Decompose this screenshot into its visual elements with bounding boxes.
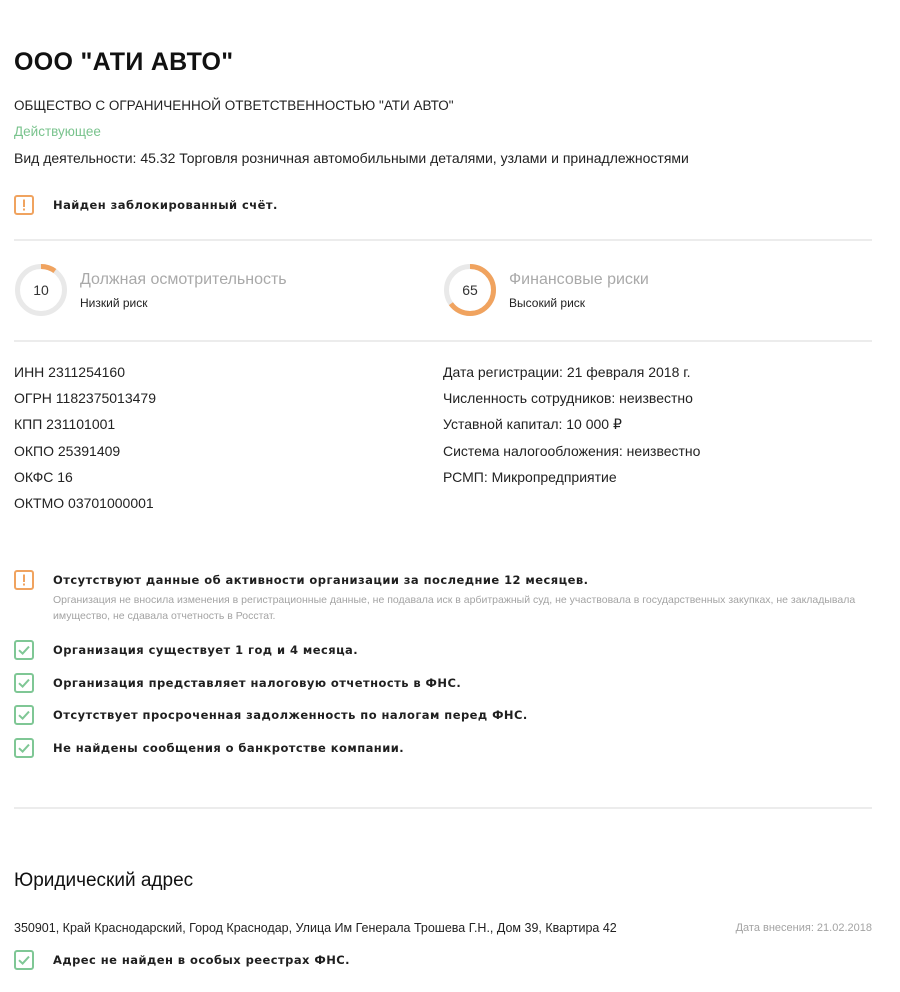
employee-count: Численность сотрудников: неизвестно [443, 390, 693, 407]
requisite-oktmo: ОКТМО 03701000001 [14, 495, 154, 512]
score-level: Низкий риск [80, 296, 148, 310]
requisites-left [14, 359, 156, 516]
check-text: Адрес не найден в особых реестрах ФНС. [53, 953, 351, 967]
checkmark-icon [14, 673, 34, 693]
check-subtext: Организация не вносила изменения в регистрационные данные, не подавала иск в арбитражный суд, не участвовала в государственных закупках, не закладывала имущество, не сдавала отчетность в Росстат. [53, 594, 856, 622]
authorized-capital: Уставной капитал: 10 000 ₽ [443, 416, 622, 433]
smb-registry: РСМП: Микропредприятие [443, 468, 617, 485]
checkmark-icon [14, 640, 34, 660]
legal-address-heading: Юридический адрес [14, 870, 194, 891]
check-tax-reporting [14, 673, 461, 693]
score-value: 65 [462, 282, 478, 298]
check-tax-debt [14, 705, 528, 725]
check-bankruptcy [14, 738, 404, 758]
requisite-kpp: КПП 231101001 [14, 416, 116, 433]
score-value: 10 [33, 282, 49, 298]
requisite-okfs: ОКФС 16 [14, 468, 73, 485]
checkmark-icon [14, 705, 34, 725]
check-text: Не найдены сообщения о банкротстве компании. [53, 741, 405, 755]
divider [14, 807, 872, 809]
alert-text: Найден заблокированный счёт. [53, 198, 278, 212]
tax-system: Система налогообложения: неизвестно [443, 442, 701, 459]
score-financial-risks[interactable] [443, 263, 649, 317]
requisite-ogrn: ОГРН 1182375013479 [14, 390, 156, 407]
requisite-inn: ИНН 2311254160 [14, 364, 125, 380]
registration-date: Дата регистрации: 21 февраля 2018 г. [443, 364, 691, 380]
legal-address-date: Дата внесения: 21.02.2018 [735, 922, 872, 934]
score-level: Высокий риск [509, 296, 586, 310]
check-activity [14, 570, 873, 624]
blocked-account-alert [14, 195, 278, 215]
checkmark-icon [14, 738, 34, 758]
divider [14, 340, 872, 342]
company-short-name: ООО "АТИ АВТО" [14, 48, 234, 76]
divider [14, 239, 872, 241]
legal-address-text: 350901, Край Краснодарский, Город Краснодар, Улица Им Генерала Трошева Г.Н., Дом 39, Квартира 42 [14, 921, 617, 935]
warning-icon [14, 570, 34, 590]
requisite-okpo: ОКПО 25391409 [14, 442, 121, 459]
score-name: Должная осмотрительность [80, 271, 287, 288]
check-text: Организация существует 1 год и 4 месяца. [53, 643, 359, 657]
company-activity: Вид деятельности: 45.32 Торговля розничная автомобильными деталями, узлами и принадлежностями [14, 150, 689, 166]
score-gauge [14, 263, 68, 317]
score-name: Финансовые риски [509, 271, 649, 288]
check-text: Отсутствуют данные об активности организации за последние 12 месяцев. [53, 573, 589, 587]
score-gauge [443, 263, 497, 317]
company-full-name: ОБЩЕСТВО С ОГРАНИЧЕННОЙ ОТВЕТСТВЕННОСТЬЮ "АТИ АВТО" [14, 98, 454, 113]
check-text: Отсутствует просроченная задолженность по налогам перед ФНС. [53, 708, 528, 722]
requisites-right [443, 359, 700, 490]
warning-icon [14, 195, 34, 215]
score-due-diligence[interactable] [14, 263, 287, 317]
check-text: Организация представляет налоговую отчетность в ФНС. [53, 676, 462, 690]
checkmark-icon [14, 950, 34, 970]
check-age [14, 640, 358, 660]
check-address-registry [14, 950, 350, 970]
company-status: Действующее [14, 124, 101, 139]
